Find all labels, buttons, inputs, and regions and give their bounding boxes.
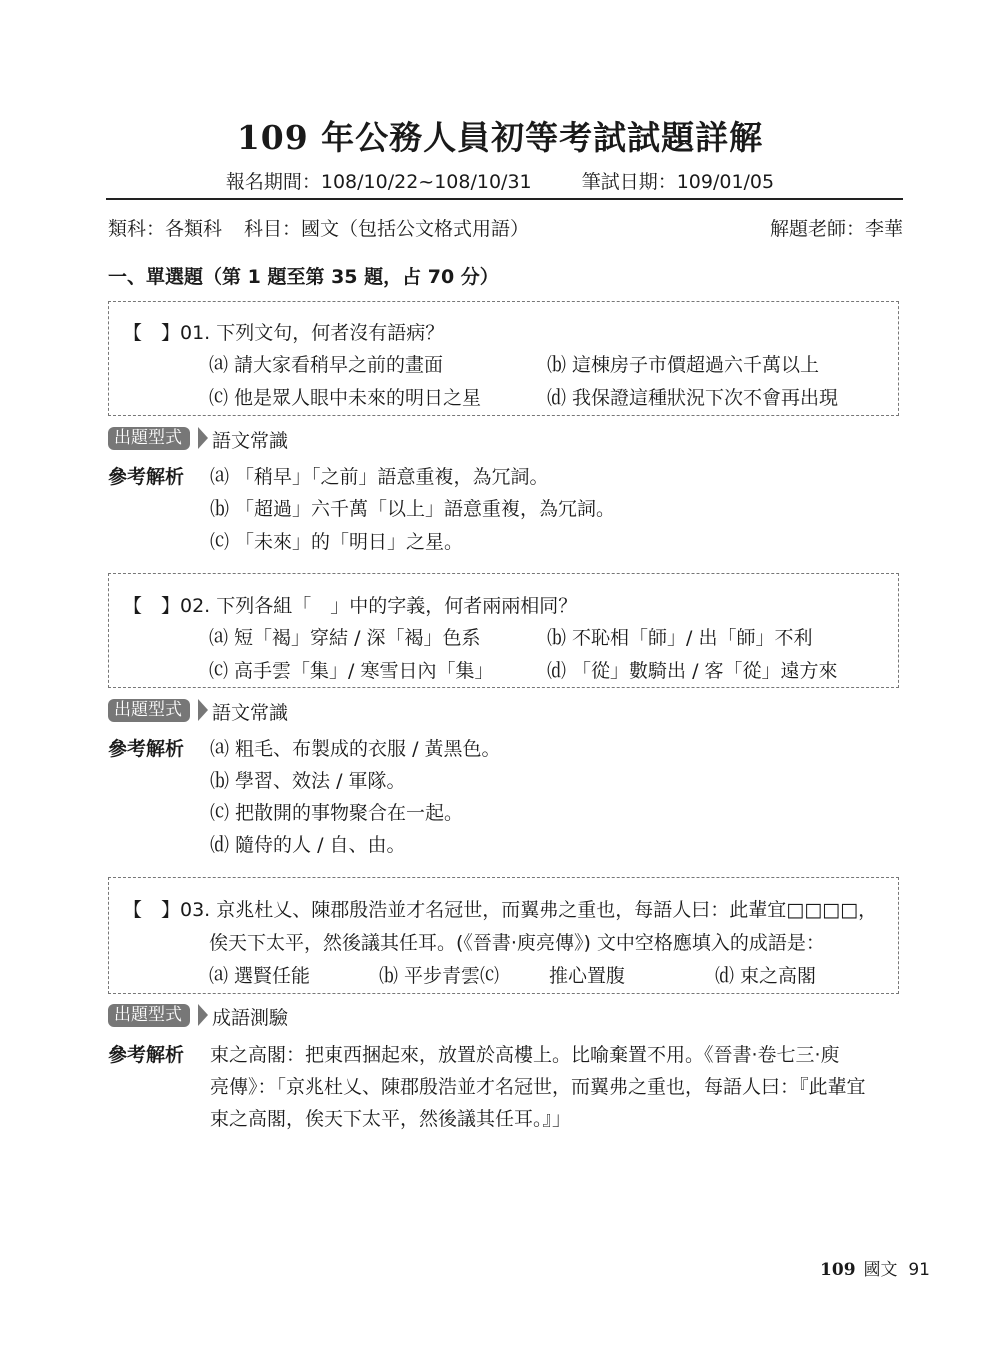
page-title: 109 年公務人員初等考試試題詳解 (236, 118, 764, 157)
registration-period: 報名期間：108/10/22~108/10/31 (225, 171, 532, 193)
analysis-label: 參考解析 (108, 1044, 185, 1066)
analysis-line: ⒜ 「稍早」「之前」語意重複，為冗詞。 (210, 466, 549, 488)
question-type: 成語測驗 (212, 1007, 289, 1029)
analysis-line: ⒝ 「超過」六千萬「以上」語意重複，為冗詞。 (210, 498, 616, 520)
section-title: 一、單選題（第 1 題至第 35 題，占 70 分） (108, 266, 499, 288)
question-box (108, 877, 899, 994)
exam-dates (0, 167, 1000, 194)
category: 類科：各類科 (108, 218, 223, 240)
question-stem: 【 】01. 下列文句，何者沒有語病？ (123, 322, 445, 344)
exam-meta (108, 214, 551, 241)
tag-arrow-icon (198, 699, 208, 721)
analysis-line: 亮傳》：「京兆杜乂、陳郡殷浩並才名冠世，而翼弗之重也，每語人曰：『此輩宜 (210, 1076, 866, 1098)
analysis-line: ⒞ 「未來」的「明日」之星。 (210, 531, 464, 553)
question-stem: 【 】03. 京兆杜乂、陳郡殷浩並才名冠世，而翼弗之重也，每語人曰：此輩宜□□□□， (123, 899, 878, 921)
option-a: ⒜ 短「褐」穿結 / 深「褐」色系 (209, 627, 481, 649)
option-b: ⒝ 平步青雲⒞ (379, 965, 500, 987)
exam-date: 筆試日期：109/01/05 (581, 171, 775, 193)
footer-subject: 國文 (863, 1260, 898, 1280)
option-c: ⒞ 高手雲「集」/ 寒雪日內「集」 (209, 660, 494, 682)
question-type-tag: 出題型式 (108, 427, 190, 450)
analysis-line: 束之高閣：把東西捆起來，放置於高樓上。比喻棄置不用。《晉書‧卷七三‧庾 (210, 1044, 840, 1066)
page-footer (820, 1255, 930, 1280)
question-type: 語文常識 (212, 430, 289, 452)
option-c: ⒞ 他是眾人眼中未來的明日之星 (209, 387, 482, 409)
analysis-line: ⒟ 隨侍的人 / 自、由。 (210, 834, 406, 856)
question-type-tag: 出題型式 (108, 1004, 190, 1027)
analysis-label: 參考解析 (108, 738, 185, 760)
analysis-line: 束之高閣，俟天下太平，然後議其任耳。』」 (210, 1108, 572, 1130)
option-a: ⒜ 選賢任能 (209, 965, 311, 987)
analysis-line: ⒜ 粗毛、布製成的衣服 / 黃黑色。 (210, 738, 501, 760)
question-stem: 【 】02. 下列各組「 」中的字義，何者兩兩相同？ (123, 595, 578, 617)
tag-arrow-icon (198, 1004, 208, 1026)
option-d: ⒟ 我保證這種狀況下次不會再出現 (547, 387, 839, 409)
analysis-line: ⒝ 學習、效法 / 軍隊。 (210, 770, 406, 792)
footer-year: 109 (820, 1260, 856, 1280)
question-stem: 俟天下太平，然後議其任耳。(《晉書‧庾亮傳》) 文中空格應填入的成語是： (209, 932, 825, 954)
analysis-line: ⒞ 把散開的事物聚合在一起。 (210, 802, 464, 824)
subject: 科目：國文（包括公文格式用語） (244, 218, 530, 240)
option-b: ⒝ 不恥相「師」/ 出「師」不利 (547, 627, 813, 649)
option-d: ⒟ 束之高閣 (715, 965, 817, 987)
question-type-tag: 出題型式 (108, 699, 190, 722)
page-number: 91 (908, 1260, 930, 1280)
teacher: 解題老師：李華 (769, 218, 903, 240)
header-divider (106, 198, 903, 200)
option-a: ⒜ 請大家看稍早之前的畫面 (209, 354, 444, 376)
question-box (108, 573, 899, 688)
option-c: 推心置腹 (549, 965, 626, 987)
option-d: ⒟ 「從」數騎出 / 客「從」遠方來 (547, 660, 838, 682)
question-box (108, 301, 899, 416)
tag-arrow-icon (198, 427, 208, 449)
question-type: 語文常識 (212, 702, 289, 724)
analysis-label: 參考解析 (108, 466, 185, 488)
option-b: ⒝ 這棟房子市價超過六千萬以上 (547, 354, 820, 376)
